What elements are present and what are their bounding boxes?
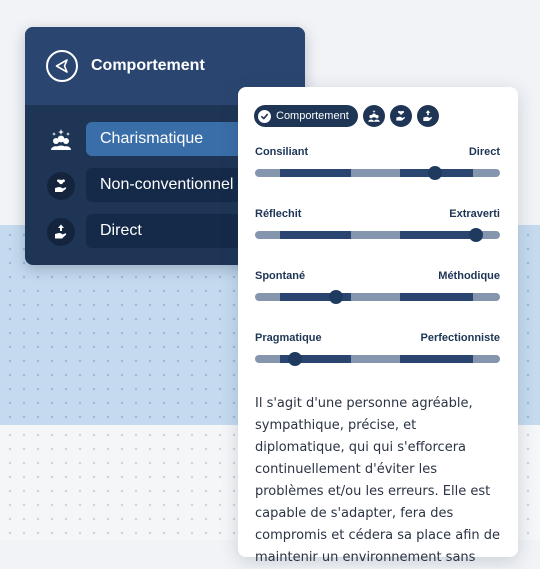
slider-segment — [280, 231, 351, 239]
slider-right-label: Direct — [468, 146, 500, 158]
slider-segment — [400, 355, 473, 363]
slider-right-label: Méthodique — [438, 270, 500, 282]
people-stars-icon[interactable] — [363, 105, 385, 127]
slider-segment — [255, 355, 280, 363]
tag-row — [254, 104, 439, 128]
slider-segment — [255, 231, 280, 239]
slider-track[interactable] — [255, 169, 500, 177]
slider-left-label: Réflechit — [255, 208, 302, 220]
slider-knob[interactable] — [428, 166, 442, 180]
slider-right-label: Extraverti — [449, 208, 500, 220]
people-stars-icon — [47, 126, 75, 154]
slider-segment — [473, 169, 500, 177]
slider-track[interactable] — [255, 293, 500, 301]
profile-card — [238, 87, 518, 565]
slider-segment — [400, 293, 473, 301]
slider-segment — [255, 293, 280, 301]
slider-segment — [351, 293, 400, 301]
slider-track[interactable] — [255, 231, 500, 239]
slider-knob[interactable] — [288, 352, 302, 366]
slider-segment — [351, 231, 400, 239]
panel-item-label: Charismatique — [86, 122, 305, 156]
slider-reflechit-extraverti — [255, 207, 500, 247]
hand-flower-icon — [47, 172, 75, 200]
navigation-arrow-icon[interactable] — [46, 50, 78, 82]
slider-consiliant-direct — [255, 145, 500, 185]
hand-flower-icon[interactable] — [390, 105, 412, 127]
check-icon — [258, 110, 271, 123]
slider-pragmatique-perfectionniste — [255, 331, 500, 371]
profile-description: Il s'agit d'une personne agréable, sympathique, précise, et diplomatique, qui qui s'efforcera continuellement d'éviter les problèmes et/ou les erreurs. Elle est capable de s'adapter, fera des compromis et cédera sa place afin de maintenir un environnement sans — [255, 396, 501, 565]
hand-arrow-up-icon — [47, 218, 75, 246]
slider-track[interactable] — [255, 355, 500, 363]
tag-label: Comportement — [276, 110, 349, 122]
panel-item-label: Direct — [86, 214, 305, 248]
panel-title: Comportement — [91, 57, 205, 74]
slider-segment — [351, 355, 400, 363]
slider-segment — [400, 231, 473, 239]
slider-segment — [255, 169, 280, 177]
slider-segment — [280, 169, 351, 177]
slider-left-label: Consiliant — [255, 146, 309, 158]
hand-arrow-up-icon[interactable] — [417, 105, 439, 127]
slider-segment — [351, 169, 400, 177]
slider-knob[interactable] — [329, 290, 343, 304]
slider-left-label: Pragmatique — [255, 332, 322, 344]
panel-item-label: Non-conventionnel — [86, 168, 305, 202]
slider-spontane-methodique — [255, 269, 500, 309]
slider-segment — [473, 293, 500, 301]
slider-left-label: Spontané — [255, 270, 306, 282]
behavior-tag[interactable] — [254, 105, 358, 127]
slider-knob[interactable] — [469, 228, 483, 242]
slider-segment — [473, 355, 500, 363]
slider-right-label: Perfectionniste — [420, 332, 500, 344]
